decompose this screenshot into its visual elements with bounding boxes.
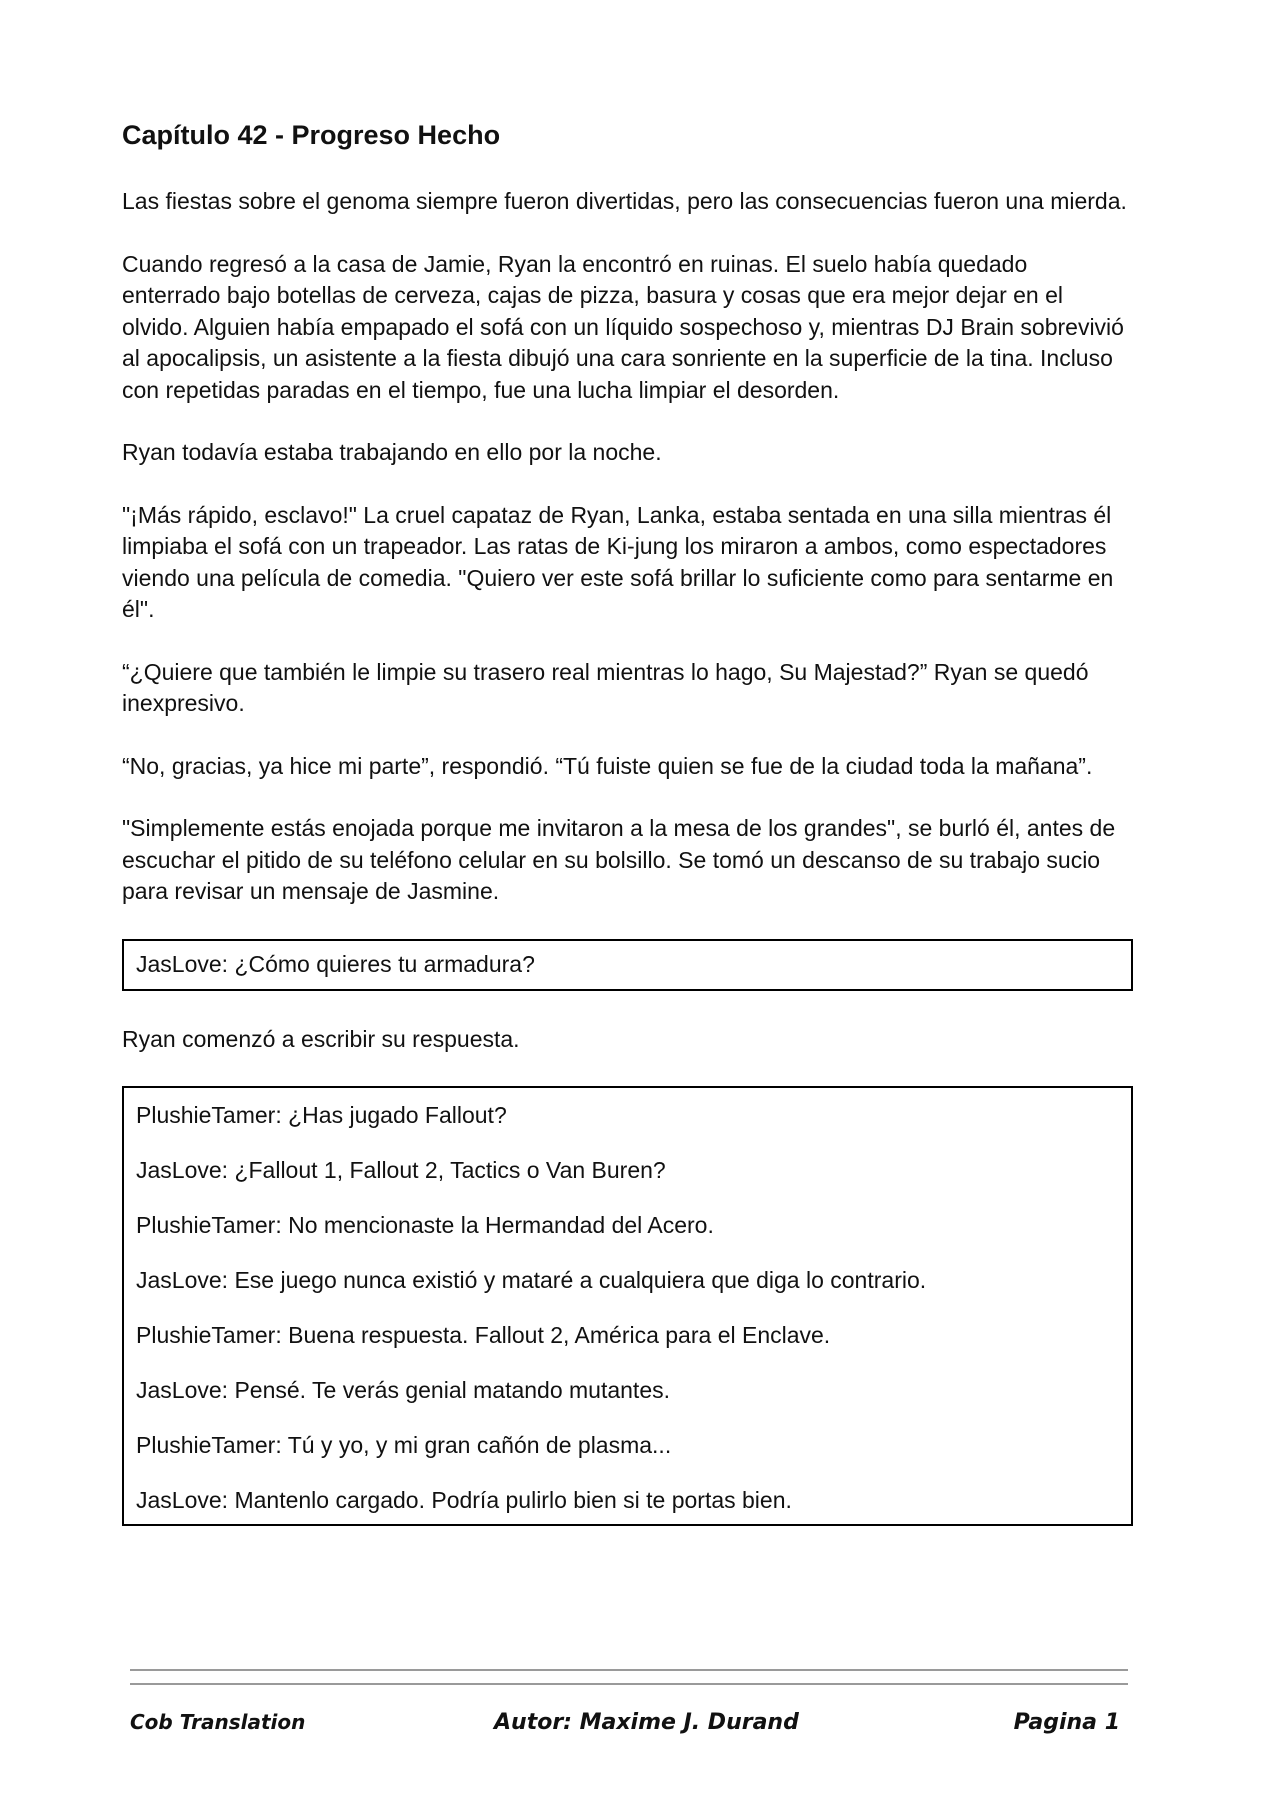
chapter-title: Capítulo 42 - Progreso Hecho (122, 120, 501, 150)
paragraph: Ryan todavía estaba trabajando en ello por la noche. (122, 439, 662, 465)
chat-box (122, 1086, 1133, 1526)
chat-line: JasLove: Ese juego nunca existió y mataré a cualquiera que diga lo contrario. (136, 1267, 927, 1293)
footer-author: Autor: Maxime J. Durand (494, 1710, 799, 1735)
page-footer (130, 1710, 1128, 1744)
chat-line: JasLove: Pensé. Te verás genial matando mutantes. (136, 1377, 671, 1403)
paragraph: “No, gracias, ya hice mi parte”, respondió. “Tú fuiste quien se fue de la ciudad toda la mañana”. (122, 752, 1093, 779)
footer-rule-bottom (130, 1683, 1128, 1685)
footer-rule-top (130, 1669, 1128, 1671)
paragraph: Cuando regresó a la casa de Jamie, Ryan la encontró en ruinas. El suelo había quedado enterrado bajo botellas de cerveza, cajas de pizza, basura y cosas que era mejor dejar en el olvido. Alguien había empapado el sofá con un líquido sospechoso y, mientras DJ Brain sobrevivió al apocalipsis, un asistente a la fiesta dibujó una cara sonriente en la superficie de la tina. Incluso con repetidas paradas en el tiempo, fue una lucha limpiar el desorden. (122, 250, 1124, 403)
chat-line: JasLove: Mantenlo cargado. Podría pulirlo bien si te portas bien. (136, 1487, 792, 1513)
chat-line: PlushieTamer: Tú y yo, y mi gran cañón de plasma... (136, 1432, 672, 1458)
chat-line: JasLove: ¿Fallout 1, Fallout 2, Tactics o Van Buren? (136, 1157, 666, 1183)
message-text: JasLove: ¿Cómo quieres tu armadura? (136, 951, 535, 977)
document-page (122, 118, 1132, 1526)
paragraph: Ryan comenzó a escribir su respuesta. (122, 1025, 520, 1052)
footer-divider (130, 1669, 1128, 1697)
message-box (122, 939, 1133, 991)
footer-translator: Cob Translation (130, 1710, 306, 1734)
paragraph: Las fiestas sobre el genoma siempre fueron divertidas, pero las consecuencias fueron una mierda. (122, 188, 1127, 214)
paragraph: "¡Más rápido, esclavo!" La cruel capataz de Ryan, Lanka, estaba sentada en una silla mientras él limpiaba el sofá con un trapeador. Las ratas de Ki-jung los miraron a ambos, como espectadores viendo una película de comedia. "Quiero ver este sofá brillar lo suficiente como para sentarme en él". (122, 501, 1114, 622)
chat-line: PlushieTamer: ¿Has jugado Fallout? (136, 1102, 507, 1128)
paragraph: "Simplemente estás enojada porque me invitaron a la mesa de los grandes", se burló él, antes de escuchar el pitido de su teléfono celular en su bolsillo. Se tomó un descanso de su trabajo sucio para revisar un mensaje de Jasmine. (122, 815, 1116, 904)
chat-line: PlushieTamer: No mencionaste la Hermandad del Acero. (136, 1212, 714, 1238)
chat-line: PlushieTamer: Buena respuesta. Fallout 2, América para el Enclave. (136, 1322, 831, 1348)
paragraph: “¿Quiere que también le limpie su trasero real mientras lo hago, Su Majestad?” Ryan se quedó inexpresivo. (122, 658, 1089, 716)
footer-page-number: Pagina 1 (1013, 1710, 1120, 1735)
